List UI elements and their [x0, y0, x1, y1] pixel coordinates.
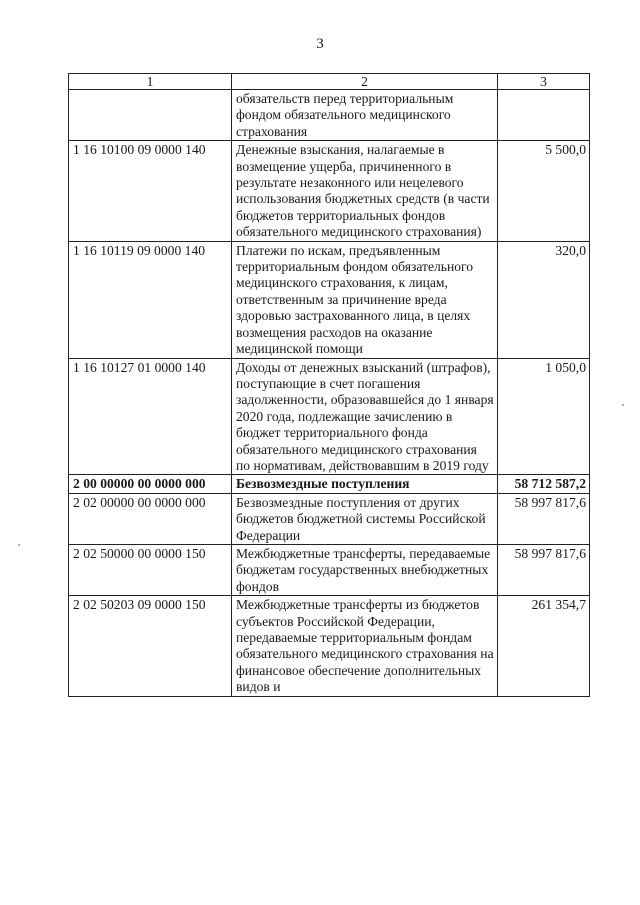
amount-cell: 5 500,0 — [498, 141, 590, 241]
budget-code-cell: 1 16 10127 01 0000 140 — [69, 358, 232, 475]
amount-cell: 320,0 — [498, 241, 590, 358]
amount-cell: 58 997 817,6 — [498, 544, 590, 595]
page-number: 3 — [316, 36, 324, 52]
revenue-name-cell: Доходы от денежных взысканий (штрафов), поступающие в счет погашения задолженности, образовавшейся до 1 января 2020 года, подлежащие зачислению в бюджет территориального фонда обязательного медицинского страхования по нормативам, действовавшим в 2019 году — [232, 358, 498, 475]
table-header-row — [69, 74, 590, 90]
budget-code-cell: 2 00 00000 00 0000 000 — [69, 475, 232, 493]
budget-code-cell: 2 02 00000 00 0000 000 — [69, 493, 232, 544]
table-row — [69, 475, 590, 493]
budget-code-cell: 1 16 10100 09 0000 140 — [69, 141, 232, 241]
budget-code-cell: 2 02 50203 09 0000 150 — [69, 596, 232, 696]
table-row — [69, 544, 590, 595]
amount-cell: 1 050,0 — [498, 358, 590, 475]
column-header-amount: 3 — [498, 74, 590, 90]
table-row — [69, 90, 590, 141]
table-row — [69, 358, 590, 475]
table-row — [69, 241, 590, 358]
revenue-name-cell: Межбюджетные трансферты, передаваемые бюджетам государственных внебюджетных фондов — [232, 544, 498, 595]
budget-code-cell: 1 16 10119 09 0000 140 — [69, 241, 232, 358]
amount-cell — [498, 90, 590, 141]
scan-speck — [622, 404, 624, 406]
amount-cell: 58 712 587,2 — [498, 475, 590, 493]
scan-speck — [18, 544, 20, 546]
revenue-name-cell: Платежи по искам, предъявленным территориальным фондом обязательного медицинского страхования, к лицам, ответственным за причинение вреда здоровью застрахованного лица, в целях возмещения расходов на оказание медицинской помощи — [232, 241, 498, 358]
column-header-code: 1 — [69, 74, 232, 90]
revenue-name-cell: Денежные взыскания, налагаемые в возмещение ущерба, причиненного в результате незаконного или нецелевого использования бюджетных средств (в части бюджетов территориальных фондов обязательного медицинского страхования) — [232, 141, 498, 241]
revenue-name-cell: Безвозмездные поступления от других бюджетов бюджетной системы Российской Федерации — [232, 493, 498, 544]
amount-cell: 261 354,7 — [498, 596, 590, 696]
budget-revenue-table — [68, 73, 590, 697]
revenue-name-cell: Межбюджетные трансферты из бюджетов субъектов Российской Федерации, передаваемые территориальным фондам обязательного медицинского страхования на финансовое обеспечение дополнительных видов и — [232, 596, 498, 696]
amount-cell: 58 997 817,6 — [498, 493, 590, 544]
revenue-name-cell: обязательств перед территориальным фондом обязательного медицинского страхования — [232, 90, 498, 141]
budget-code-cell — [69, 90, 232, 141]
table-row — [69, 493, 590, 544]
table-row — [69, 596, 590, 696]
budget-code-cell: 2 02 50000 00 0000 150 — [69, 544, 232, 595]
column-header-name: 2 — [232, 74, 498, 90]
table-row — [69, 141, 590, 241]
revenue-name-cell: Безвозмездные поступления — [232, 475, 498, 493]
